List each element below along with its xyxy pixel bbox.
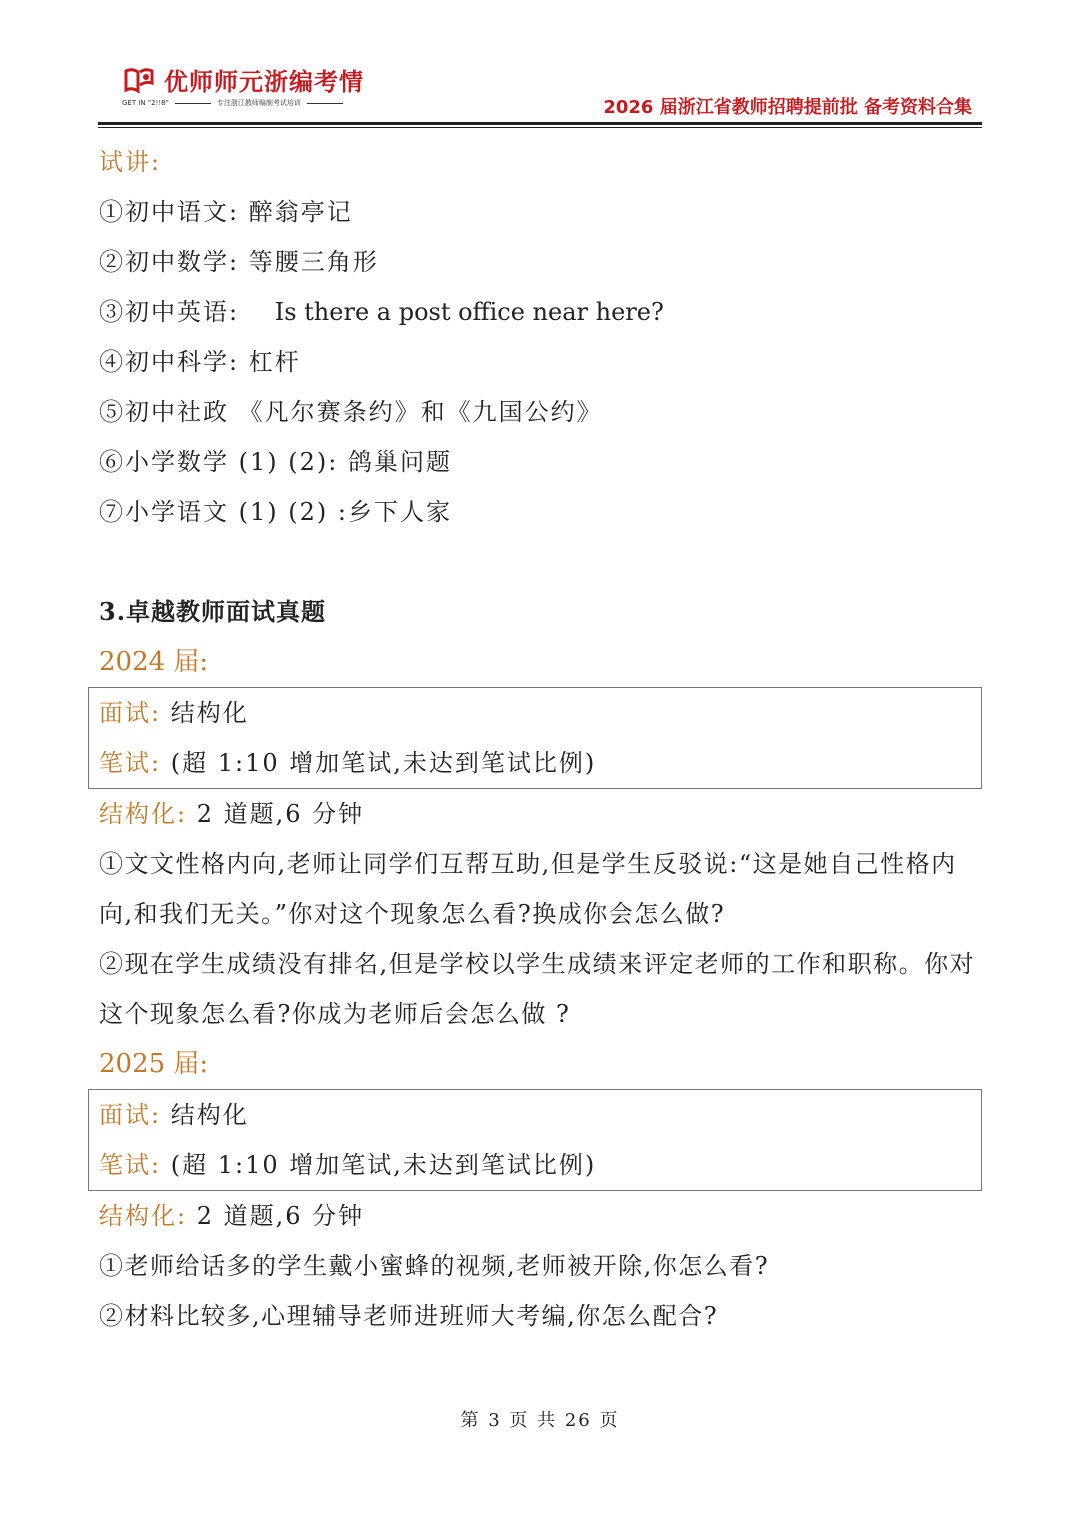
item-label: ③初中英语: <box>99 298 240 326</box>
written-value: (超 1:10 增加笔试,未达到笔试比例) <box>170 1151 597 1179</box>
page-number: 第 3 页 共 26 页 <box>460 1410 620 1431</box>
logo-name: 优师师元浙编考情 <box>164 68 364 96</box>
list-item <box>99 387 991 437</box>
interview-label: 面试: <box>99 699 162 727</box>
question: ①文文性格内向,老师让同学们互帮互助,但是学生反驳说:“这是她自己性格内向,和我们无关。”你对这个现象怎么看?换成你会怎么做? <box>99 850 957 928</box>
trial-label: 试讲: <box>99 148 162 176</box>
structured-label: 结构化: <box>99 1202 188 1230</box>
list-item <box>99 287 991 337</box>
list-item <box>99 337 991 387</box>
item-label: ⑤初中社政 <box>99 398 229 426</box>
list-item <box>99 487 991 537</box>
written-row <box>99 738 981 788</box>
item-value: 等腰三角形 <box>248 248 379 276</box>
spacer <box>99 537 991 587</box>
logo-left-text: GET IN "2!!8" <box>122 99 169 107</box>
document-body <box>99 137 991 1341</box>
structured-value: 2 道题,6 分钟 <box>196 1202 365 1230</box>
logo-tagline: 专注浙江教师编制考试培训 <box>216 99 301 107</box>
item-value: (1) (2): 鸽巢问题 <box>238 448 452 476</box>
header-rule <box>98 127 982 128</box>
book-logo-icon <box>122 63 156 97</box>
item-label: ⑥小学数学 <box>99 448 229 476</box>
list-item <box>99 237 991 287</box>
structured-label: 结构化: <box>99 800 188 828</box>
item-value: 醉翁亭记 <box>248 198 353 226</box>
structured-value: 2 道题,6 分钟 <box>196 800 365 828</box>
divider <box>307 103 343 104</box>
list-item <box>99 437 991 487</box>
section-title: 3.卓越教师面试真题 <box>99 597 327 626</box>
question: ②现在学生成绩没有排名,但是学校以学生成绩来评定老师的工作和职称。你对这个现象怎么看?你成为老师后会怎么做 ? <box>99 950 976 1028</box>
logo <box>122 62 364 97</box>
written-row <box>99 1140 981 1190</box>
written-label: 笔试: <box>99 1151 162 1179</box>
question: ②材料比较多,心理辅导老师进班师大考编,你怎么配合? <box>99 1302 719 1330</box>
written-value: (超 1:10 增加笔试,未达到笔试比例) <box>170 749 597 777</box>
structured-row <box>99 1191 991 1241</box>
item-label: ④初中科学: <box>99 348 240 376</box>
item-value: 《凡尔赛条约》和《九国公约》 <box>238 398 603 426</box>
list-item <box>99 187 991 237</box>
interview-row <box>99 1090 981 1140</box>
interview-label: 面试: <box>99 1101 162 1129</box>
interview-row <box>99 688 981 738</box>
interview-value: 结构化 <box>170 699 249 727</box>
interview-value: 结构化 <box>170 1101 249 1129</box>
item-label: ①初中语文: <box>99 198 240 226</box>
item-value: 杠杆 <box>248 348 301 376</box>
year-heading: 2024 届: <box>99 647 209 677</box>
exam-format-box <box>88 687 982 789</box>
structured-row <box>99 789 991 839</box>
page-header <box>0 0 1080 130</box>
divider <box>175 103 211 104</box>
header-rule <box>98 122 982 125</box>
item-label: ②初中数学: <box>99 248 240 276</box>
header-title: 2026 届浙江省教师招聘提前批 备考资料合集 <box>603 97 972 118</box>
item-value: (1) (2) :乡下人家 <box>238 498 452 526</box>
logo-tagline-row <box>122 98 343 108</box>
year-heading: 2025 届: <box>99 1049 209 1079</box>
written-label: 笔试: <box>99 749 162 777</box>
exam-format-box <box>88 1089 982 1191</box>
item-value: Is there a post office near here? <box>274 298 664 326</box>
question: ①老师给话多的学生戴小蜜蜂的视频,老师被开除,你怎么看? <box>99 1252 770 1280</box>
item-label: ⑦小学语文 <box>99 498 229 526</box>
